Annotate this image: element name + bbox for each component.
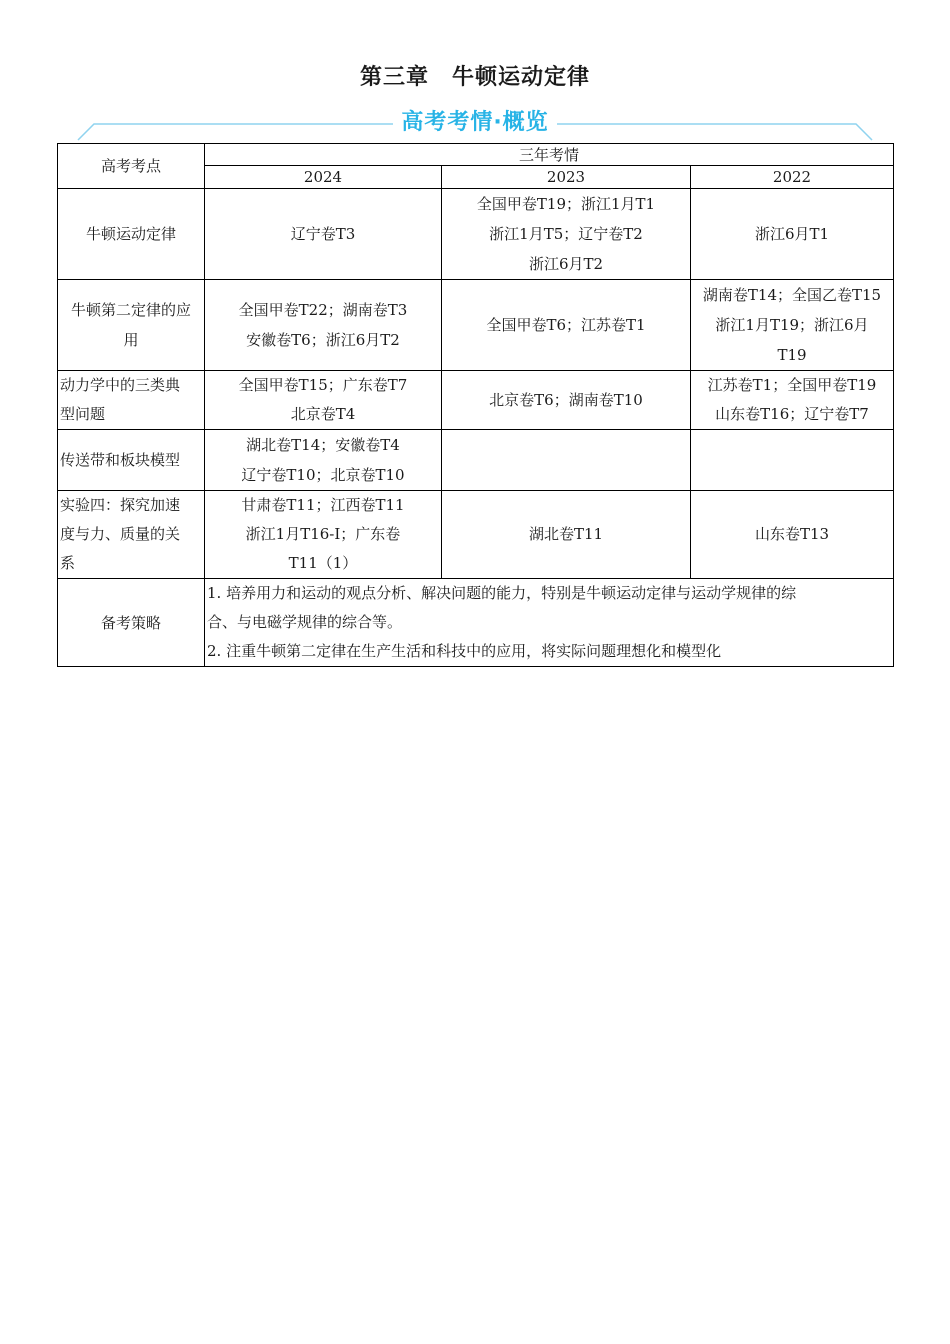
exam-point-cell-line: 牛顿第二定律的应 — [70, 301, 191, 319]
exam-point-cell — [58, 280, 205, 371]
cell-2024-line: 全国甲卷T15；广东卷T7 — [238, 376, 408, 394]
exam-point-cell — [58, 371, 205, 430]
cell-2022-line: T19 — [777, 346, 807, 364]
table-row — [58, 430, 894, 491]
strategy-content-line: 1. 培养用力和运动的观点分析、解决问题的能力，特别是牛顿运动定律与运动学规律的综 — [207, 584, 797, 602]
exam-point-cell-line: 传送带和板块模型 — [60, 451, 181, 469]
exam-point-cell-line: 用 — [123, 331, 139, 349]
strategy-label: 备考策略 — [58, 579, 205, 667]
cell-2024-line: 湖北卷T14；安徽卷T4 — [246, 436, 400, 454]
cell-2022-line: 山东卷T13 — [754, 525, 830, 543]
cell-2024-line: T11（1） — [288, 554, 358, 572]
cell-2024 — [205, 491, 442, 579]
table-row — [58, 280, 894, 371]
strategy-row — [58, 579, 894, 667]
exam-point-cell-line: 动力学中的三类典 — [60, 376, 181, 394]
exam-point-cell-line: 牛顿运动定律 — [85, 225, 176, 243]
table-row — [58, 491, 894, 579]
cell-2024 — [205, 280, 442, 371]
cell-2024-line: 全国甲卷T22；湖南卷T3 — [238, 301, 408, 319]
exam-point-cell-line: 实验四：探究加速 — [60, 496, 181, 514]
cell-2022 — [691, 371, 894, 430]
cell-2023-line: 浙江1月T5；辽宁卷T2 — [489, 225, 643, 243]
exam-point-cell — [58, 430, 205, 491]
strategy-content — [205, 579, 894, 667]
exam-point-cell — [58, 491, 205, 579]
cell-2022 — [691, 189, 894, 280]
table-header-row — [58, 144, 894, 166]
cell-2024 — [205, 430, 442, 491]
strategy-content-line: 合、与电磁学规律的综合等。 — [207, 613, 403, 631]
header-three-years: 三年考情 — [205, 144, 894, 166]
exam-point-cell-line: 系 — [60, 554, 76, 572]
cell-2024-line: 浙江1月T16-I；广东卷 — [245, 525, 401, 543]
header-year-2022: 2022 — [691, 166, 894, 189]
table-row — [58, 189, 894, 280]
banner-title: 高考考情·概览 — [393, 110, 556, 135]
exam-point-cell-line: 度与力、质量的关 — [60, 525, 181, 543]
cell-2024-line: 辽宁卷T3 — [290, 225, 356, 243]
cell-2023 — [442, 430, 691, 491]
cell-2024-line: 北京卷T4 — [290, 405, 356, 423]
cell-2022-line: 浙江6月T1 — [754, 225, 830, 243]
cell-2023-line: 全国甲卷T6；江苏卷T1 — [486, 316, 646, 334]
cell-2024 — [205, 371, 442, 430]
cell-2023 — [442, 491, 691, 579]
strategy-content-line: 2. 注重牛顿第二定律在生产生活和科技中的应用，将实际问题理想化和模型化 — [207, 642, 722, 660]
cell-2022 — [691, 491, 894, 579]
cell-2022 — [691, 430, 894, 491]
header-exam-point: 高考考点 — [58, 144, 205, 189]
table-row — [58, 371, 894, 430]
section-banner — [76, 108, 874, 142]
cell-2022-line: 浙江1月T19；浙江6月 — [715, 316, 869, 334]
exam-summary-table — [57, 143, 894, 667]
cell-2023-line: 浙江6月T2 — [528, 255, 604, 273]
header-year-2023: 2023 — [442, 166, 691, 189]
cell-2024-line: 安徽卷T6；浙江6月T2 — [246, 331, 400, 349]
cell-2024 — [205, 189, 442, 280]
cell-2024-line: 辽宁卷T10；北京卷T10 — [241, 466, 405, 484]
cell-2023 — [442, 189, 691, 280]
header-year-2024: 2024 — [205, 166, 442, 189]
cell-2022-line: 山东卷T16；辽宁卷T7 — [715, 405, 869, 423]
chapter-title: 第三章 牛顿运动定律 — [359, 65, 590, 90]
exam-point-cell-line: 型问题 — [60, 405, 106, 423]
cell-2023 — [442, 280, 691, 371]
exam-point-cell — [58, 189, 205, 280]
cell-2022-line: 湖南卷T14；全国乙卷T15 — [702, 286, 882, 304]
cell-2022 — [691, 280, 894, 371]
cell-2023-line: 北京卷T6；湖南卷T10 — [489, 390, 643, 409]
cell-2022-line: 江苏卷T1；全国甲卷T19 — [707, 376, 877, 394]
cell-2024-line: 甘肃卷T11；江西卷T11 — [241, 496, 405, 514]
cell-2023 — [442, 371, 691, 430]
cell-2023-line: 湖北卷T11 — [528, 525, 604, 543]
cell-2023-line: 全国甲卷T19；浙江1月T1 — [476, 195, 656, 213]
